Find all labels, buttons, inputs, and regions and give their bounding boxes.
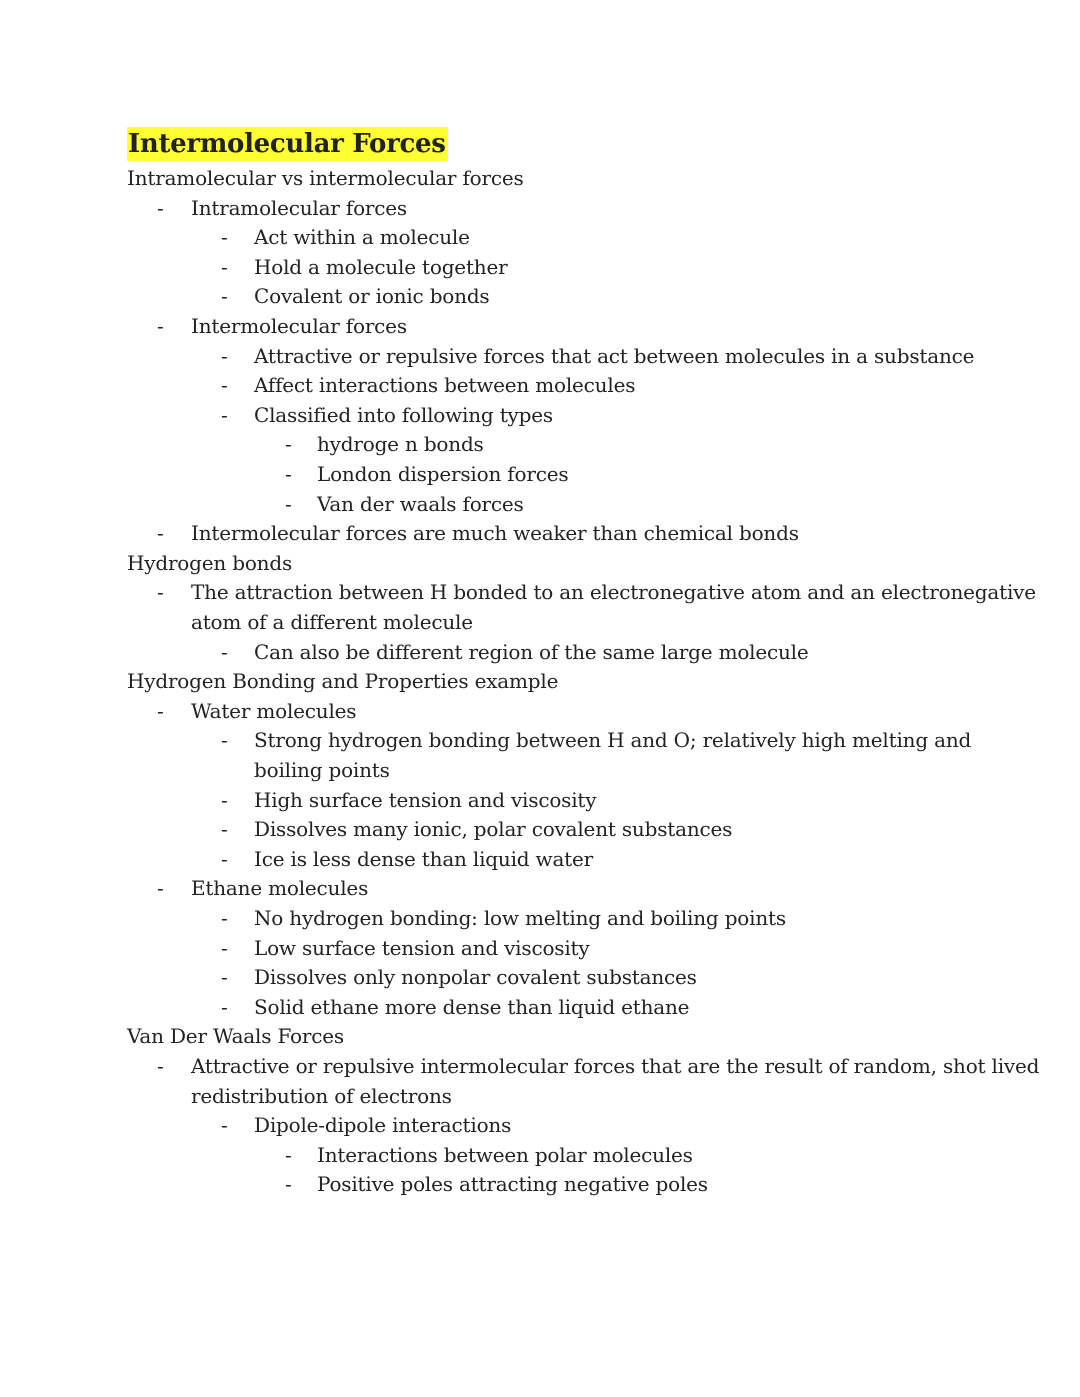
list-item: Low surface tension and viscosity: [254, 935, 590, 960]
bullet-dash-icon: -: [221, 787, 228, 812]
bullet-dash-icon: -: [221, 965, 228, 990]
list-item: Positive poles attracting negative poles: [317, 1172, 708, 1197]
list-item: Intramolecular forces: [191, 195, 407, 220]
bullet-dash-icon: -: [157, 580, 164, 605]
list-item: Solid ethane more dense than liquid ethane: [254, 994, 690, 1019]
bullet-dash-icon: -: [221, 225, 228, 250]
list-item: High surface tension and viscosity: [254, 787, 597, 812]
bullet-dash-icon: -: [285, 491, 292, 516]
section-heading: Intramolecular vs intermolecular forces: [127, 166, 524, 190]
list-item: Van der waals forces: [317, 491, 524, 516]
list-item: Attractive or repulsive forces that act between molecules in a substance: [254, 343, 975, 368]
list-item: Interactions between polar molecules: [317, 1142, 693, 1167]
list-item: hydroge n bonds: [317, 432, 484, 457]
list-item: Ice is less dense than liquid water: [254, 846, 593, 871]
list-item: boiling points: [254, 758, 390, 782]
bullet-dash-icon: -: [221, 373, 228, 398]
list-item: Dipole-dipole interactions: [254, 1113, 512, 1138]
list-item: Dissolves only nonpolar covalent substances: [254, 965, 697, 990]
bullet-dash-icon: -: [157, 195, 164, 220]
bullet-dash-icon: -: [221, 343, 228, 368]
list-item: The attraction between H bonded to an electronegative atom and an electronegative: [191, 580, 1036, 605]
list-item: Dissolves many ionic, polar covalent substances: [254, 817, 733, 842]
list-item: Hold a molecule together: [254, 254, 508, 279]
bullet-dash-icon: -: [221, 254, 228, 279]
list-item: redistribution of electrons: [191, 1083, 452, 1108]
bullet-dash-icon: -: [285, 432, 292, 457]
list-item: Ethane molecules: [191, 876, 369, 901]
list-item: Water molecules: [191, 698, 357, 723]
bullet-dash-icon: -: [221, 817, 228, 842]
list-item: Classified into following types: [254, 402, 553, 427]
list-item: atom of a different molecule: [191, 610, 473, 634]
bullet-dash-icon: -: [285, 1172, 292, 1197]
bullet-dash-icon: -: [221, 906, 228, 930]
list-item: Intermolecular forces are much weaker than chemical bonds: [191, 521, 799, 546]
bullet-dash-icon: -: [285, 1142, 292, 1167]
bullet-dash-icon: -: [221, 1113, 228, 1138]
bullet-dash-icon: -: [285, 462, 292, 486]
section-heading: Hydrogen Bonding and Properties example: [127, 669, 559, 694]
bullet-dash-icon: -: [157, 521, 164, 546]
section-heading: Van Der Waals Forces: [127, 1024, 344, 1049]
bullet-dash-icon: -: [157, 876, 164, 901]
bullet-dash-icon: -: [221, 846, 228, 871]
bullet-dash-icon: -: [221, 935, 228, 960]
bullet-dash-icon: -: [221, 639, 228, 664]
list-item: No hydrogen bonding: low melting and boiling points: [254, 906, 786, 930]
list-item: London dispersion forces: [317, 462, 569, 486]
bullet-dash-icon: -: [157, 314, 164, 338]
list-item: Attractive or repulsive intermolecular forces that are the result of random, shot lived: [191, 1054, 1040, 1078]
bullet-dash-icon: -: [221, 284, 228, 309]
bullet-dash-icon: -: [157, 1054, 164, 1078]
list-item: Act within a molecule: [254, 225, 470, 250]
list-item: Affect interactions between molecules: [254, 373, 636, 398]
section-heading: Hydrogen bonds: [127, 550, 293, 575]
list-item: Strong hydrogen bonding between H and O; relatively high melting and: [254, 728, 972, 753]
bullet-dash-icon: -: [221, 402, 228, 427]
title-block: [127, 127, 448, 161]
bullet-dash-icon: -: [157, 698, 164, 723]
list-item: Intermolecular forces: [191, 314, 407, 338]
list-item: Covalent or ionic bonds: [254, 284, 490, 309]
list-item: Can also be different region of the same large molecule: [254, 639, 809, 664]
bullet-dash-icon: -: [221, 728, 228, 753]
page-title: Intermolecular Forces: [128, 129, 446, 159]
bullet-dash-icon: -: [221, 994, 228, 1019]
